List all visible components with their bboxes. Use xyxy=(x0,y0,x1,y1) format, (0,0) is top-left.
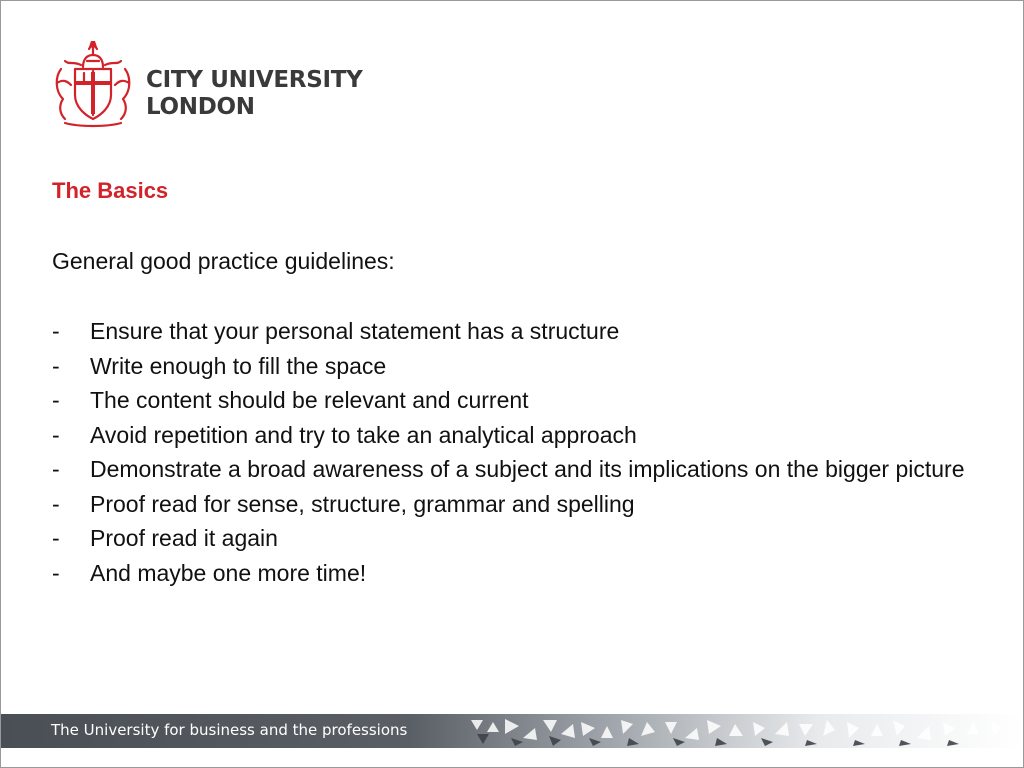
logo-wordmark xyxy=(146,67,362,121)
guidelines-list xyxy=(52,314,982,590)
bullet-dash: - xyxy=(52,456,60,482)
triangle-pattern-decoration xyxy=(461,714,1023,748)
list-item xyxy=(52,349,982,384)
bullet-dash: - xyxy=(52,352,60,379)
list-item-text: Write enough to fill the space xyxy=(90,352,387,379)
list-item xyxy=(52,418,982,453)
list-item-text: And maybe one more time! xyxy=(90,559,367,586)
list-item xyxy=(52,487,982,522)
bullet-dash: - xyxy=(52,318,60,344)
list-item xyxy=(52,556,982,591)
bullet-dash: - xyxy=(52,525,60,551)
footer-tagline: The University for business and the professions xyxy=(51,721,408,739)
logo-line-2: LONDON xyxy=(146,94,255,120)
list-item-text: Demonstrate a broad awareness of a subject and its implications on the bigger picture xyxy=(90,456,965,482)
bullet-dash: - xyxy=(52,490,60,517)
list-item xyxy=(52,314,982,349)
bullet-dash: - xyxy=(52,387,60,413)
crest-icon xyxy=(51,39,135,129)
footer-bar xyxy=(1,714,1023,748)
logo-line-1: CITY UNIVERSITY xyxy=(146,67,363,93)
bullet-dash: - xyxy=(52,559,60,586)
list-item-text: Proof read for sense, structure, grammar and spelling xyxy=(90,490,635,517)
university-logo xyxy=(51,39,381,131)
list-item-text: Ensure that your personal statement has a structure xyxy=(90,318,620,344)
list-item xyxy=(52,383,982,418)
list-item-text: Proof read it again xyxy=(90,525,278,551)
list-item-text: The content should be relevant and current xyxy=(90,387,529,413)
intro-text: General good practice guidelines: xyxy=(52,248,395,274)
section-heading: The Basics xyxy=(52,178,169,203)
list-item xyxy=(52,521,982,556)
list-item-text: Avoid repetition and try to take an analytical approach xyxy=(90,421,637,448)
list-item xyxy=(52,452,982,487)
bullet-dash: - xyxy=(52,421,60,448)
